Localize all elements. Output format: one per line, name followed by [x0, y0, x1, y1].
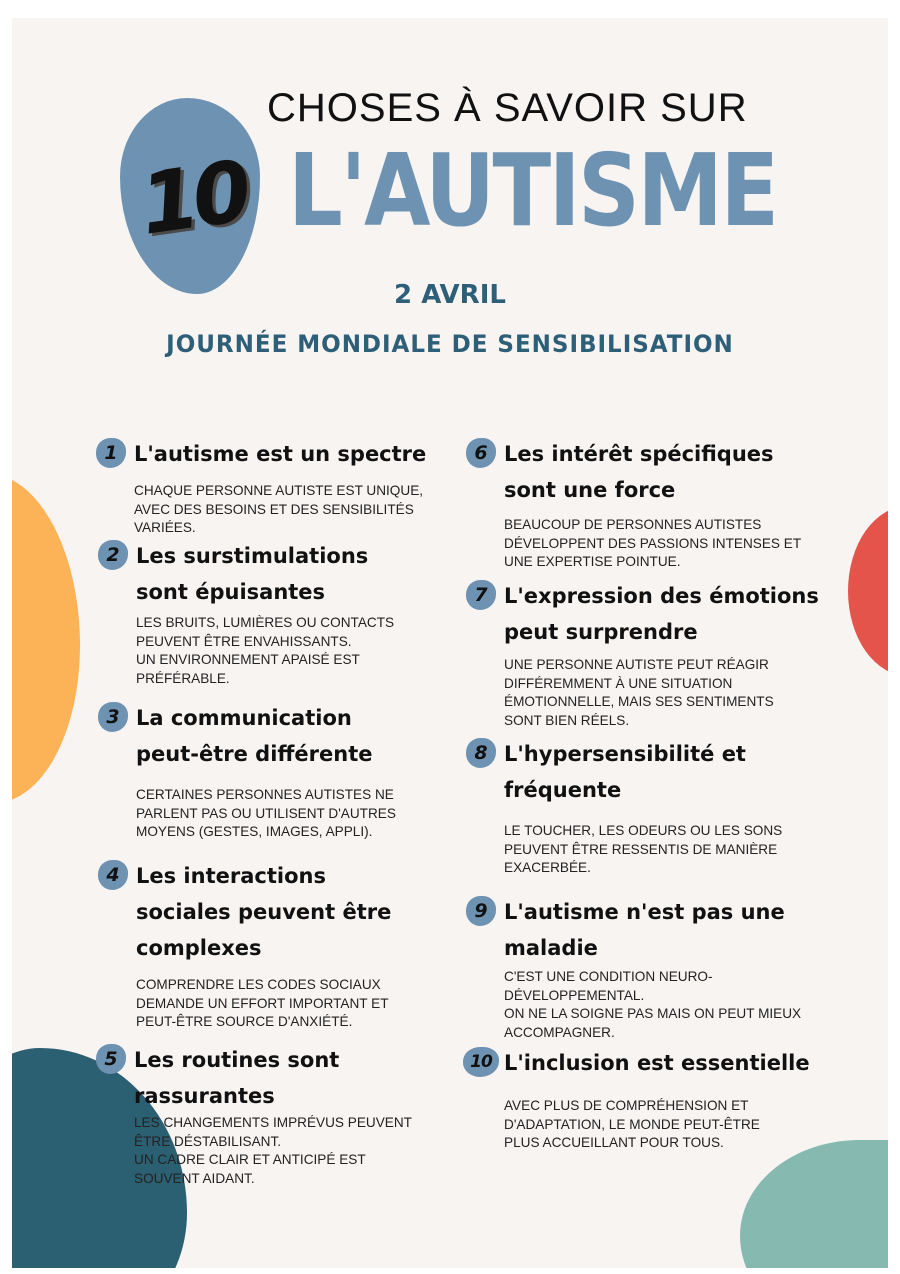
yellow-blob-decoration: [12, 473, 80, 803]
item-title: L'autisme n'est pas une maladie: [504, 900, 785, 960]
item-title: L'autisme est un spectre: [134, 442, 427, 466]
item-title: Les surstimulations sont épuisantes: [136, 544, 369, 604]
red-blob-decoration: [848, 506, 888, 676]
number-badge: 7: [466, 580, 496, 610]
item-title: Les interactions sociales peuvent être complexes: [136, 864, 392, 960]
main-title: L'AUTISME: [288, 132, 777, 249]
number-badge: 2: [98, 540, 128, 570]
number-badge: 5: [96, 1044, 126, 1074]
item-description: C'EST UNE CONDITION NEURO- DÉVELOPPEMENTAL. ON NE LA SOIGNE PAS MAIS ON PEUT MIEUX ACCOMPAGNER.: [504, 969, 802, 1040]
item-title: La communication peut-être différente: [136, 706, 373, 766]
item-title: L'expression des émotions peut surprendre: [504, 584, 819, 644]
teal-blob-decoration: [740, 1140, 888, 1268]
number-badge: 8: [466, 738, 496, 768]
item-description: LE TOUCHER, LES ODEURS OU LES SONS PEUVENT ÊTRE RESSENTIS DE MANIÈRE EXACERBÉE.: [504, 823, 783, 875]
item-description: AVEC PLUS DE COMPRÉHENSION ET D'ADAPTATION, LE MONDE PEUT-ÊTRE PLUS ACCUEILLANT POUR TOUS.: [504, 1098, 760, 1150]
number-badge: 10: [463, 1047, 499, 1077]
item-title: L'inclusion est essentielle: [504, 1051, 810, 1075]
item-description: BEAUCOUP DE PERSONNES AUTISTES DÉVELOPPENT DES PASSIONS INTENSES ET UNE EXPERTISE POINTUE.: [504, 517, 802, 569]
item-description: LES BRUITS, LUMIÈRES OU CONTACTS PEUVENT ÊTRE ENVAHISSANTS. UN ENVIRONNEMENT APAISÉ EST PRÉFÉRABLE.: [136, 615, 395, 686]
item-title: Les routines sont rassurantes: [134, 1048, 340, 1108]
big-number: 10: [134, 142, 252, 254]
subtitle-heading: JOURNÉE MONDIALE DE SENSIBILISATION: [166, 330, 734, 358]
item-description: CHAQUE PERSONNE AUTISTE EST UNIQUE, AVEC DES BESOINS ET DES SENSIBILITÉS VARIÉES.: [134, 483, 424, 535]
number-badge: 9: [466, 896, 496, 926]
number-badge: 3: [98, 702, 128, 732]
poster: [12, 18, 888, 1268]
item-description: LES CHANGEMENTS IMPRÉVUS PEUVENT ÊTRE DÉSTABILISANT. UN CADRE CLAIR ET ANTICIPÉ EST SOUVENT AIDANT.: [134, 1115, 412, 1186]
title-top-line: CHOSES À SAVOIR SUR: [267, 86, 748, 130]
item-title: L'hypersensibilité et fréquente: [504, 742, 746, 802]
number-badge: 1: [96, 438, 126, 468]
date-heading: 2 AVRIL: [394, 280, 506, 310]
number-badge: 6: [466, 438, 496, 468]
item-description: COMPRENDRE LES CODES SOCIAUX DEMANDE UN EFFORT IMPORTANT ET PEUT-ÊTRE SOURCE D'ANXIÉTÉ.: [136, 977, 389, 1029]
item-description: UNE PERSONNE AUTISTE PEUT RÉAGIR DIFFÉREMMENT À UNE SITUATION ÉMOTIONNELLE, MAIS SES SENTIMENTS SONT BIEN RÉELS.: [504, 657, 774, 728]
item-description: CERTAINES PERSONNES AUTISTES NE PARLENT PAS OU UTILISENT D'AUTRES MOYENS (GESTES, IMAGES, APPLI).: [136, 787, 396, 839]
item-title: Les intérêt spécifiques sont une force: [504, 442, 774, 502]
number-badge: 4: [98, 860, 128, 890]
